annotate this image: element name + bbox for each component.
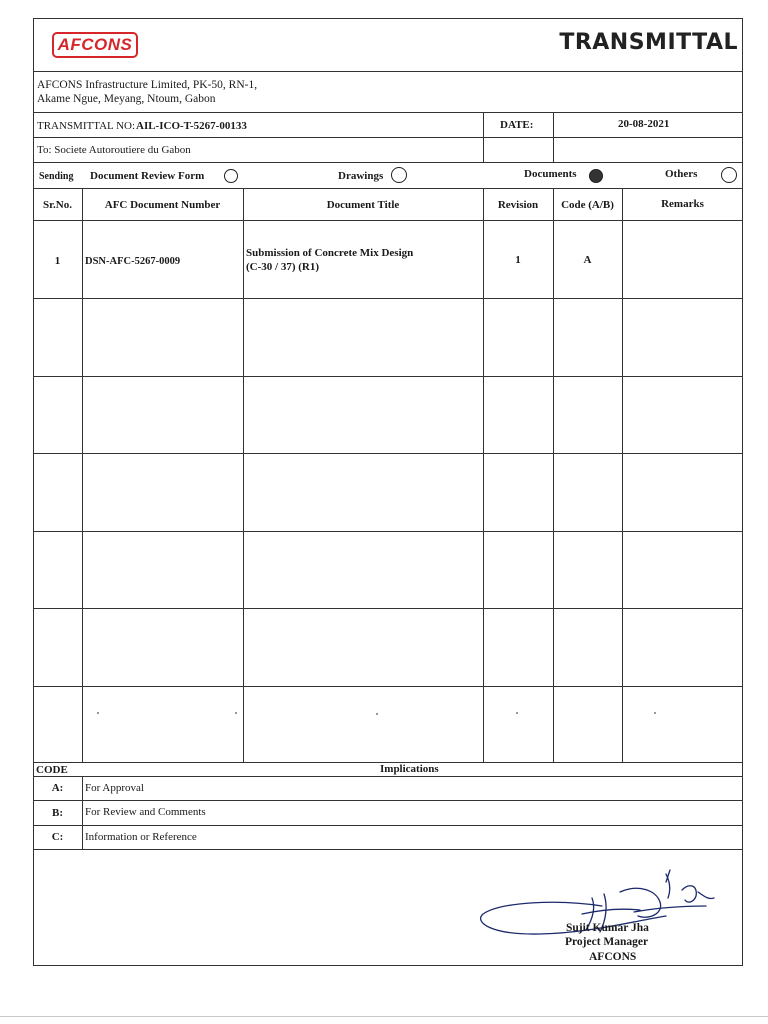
page-edge (0, 1016, 768, 1017)
header-revision: Revision (497, 199, 539, 211)
header-afc-document-number: AFC Document Number (104, 199, 221, 211)
rule-code-c (33, 849, 743, 850)
rule-table-header (33, 220, 743, 221)
scan-speck (97, 712, 99, 714)
row-1-doc-number: DSN-AFC-5267-0009 (85, 256, 181, 267)
rule-code-b (33, 825, 743, 826)
document-title: TRANSMITTAL (559, 30, 738, 55)
document-frame (33, 18, 743, 966)
scan-speck (376, 713, 378, 715)
option-drawings-label: Drawings (338, 170, 384, 182)
rule-row-4 (33, 531, 743, 532)
vline-col-1 (82, 188, 83, 762)
header-code: Code (A/B) (561, 199, 614, 211)
afcons-logo: AFCONS (52, 32, 138, 58)
date-value: 20-08-2021 (618, 118, 670, 130)
signatory-name: Sujit Kumar Jha (566, 922, 649, 934)
scan-speck (516, 712, 518, 714)
vline-code-col (82, 776, 83, 849)
transmittal-no-value: AIL-ICO-T-5267-00133 (136, 120, 247, 132)
code-b: B: (52, 807, 63, 819)
rule-header (33, 71, 743, 72)
sending-label: Sending (39, 171, 74, 182)
document-review-form-radio[interactable] (224, 169, 238, 183)
row-1-sr: 1 (54, 255, 61, 267)
signatory-company: AFCONS (589, 951, 637, 963)
vline-date-mid (553, 112, 554, 162)
implications-header: Implications (380, 763, 439, 775)
rule-transmittal-no (33, 137, 743, 138)
code-c-meaning: Information or Reference (85, 831, 197, 843)
signatory-role: Project Manager (565, 936, 649, 948)
header-document-title: Document Title (326, 199, 400, 211)
scan-speck (654, 712, 656, 714)
option-others-label: Others (665, 168, 698, 180)
code-c: C: (51, 831, 64, 843)
code-a-meaning: For Approval (85, 782, 144, 794)
vline-col-3 (483, 188, 484, 762)
row-1-revision: 1 (515, 254, 521, 266)
documents-radio[interactable] (589, 169, 603, 183)
rule-to (33, 162, 743, 163)
transmittal-no-label: TRANSMITTAL NO: (37, 120, 136, 132)
rule-code-header (33, 776, 743, 777)
others-radio[interactable] (721, 167, 737, 183)
address-line-1: AFCONS Infrastructure Limited, PK-50, RN-1, (37, 79, 258, 91)
code-b-meaning: For Review and Comments (85, 806, 206, 818)
row-1-title-line-1: Submission of Concrete Mix Design (246, 247, 414, 259)
row-1-title-line-2: (C-30 / 37) (R1) (246, 261, 320, 273)
drawings-radio[interactable] (391, 167, 407, 183)
code-header: CODE (36, 764, 68, 776)
header-remarks: Remarks (661, 198, 704, 210)
option-documents-label: Documents (524, 168, 577, 180)
code-a: A: (51, 782, 64, 794)
to-recipient: To: Societe Autoroutiere du Gabon (37, 144, 191, 156)
option-document-review-form-label: Document Review Form (90, 170, 205, 182)
address-line-2: Akame Ngue, Meyang, Ntoum, Gabon (37, 93, 216, 105)
rule-sending (33, 188, 743, 189)
scan-speck (235, 712, 237, 714)
vline-col-5 (622, 188, 623, 762)
rule-address (33, 112, 743, 113)
row-1-code: A (583, 254, 592, 266)
vline-col-2 (243, 188, 244, 762)
vline-date-left (483, 112, 484, 162)
vline-col-4 (553, 188, 554, 762)
rule-row-6 (33, 686, 743, 687)
rule-row-2 (33, 376, 743, 377)
date-label: DATE: (500, 119, 534, 131)
rule-row-3 (33, 453, 743, 454)
rule-row-5 (33, 608, 743, 609)
rule-code-a (33, 800, 743, 801)
header-sr-no: Sr.No. (43, 199, 72, 211)
rule-row-1 (33, 298, 743, 299)
